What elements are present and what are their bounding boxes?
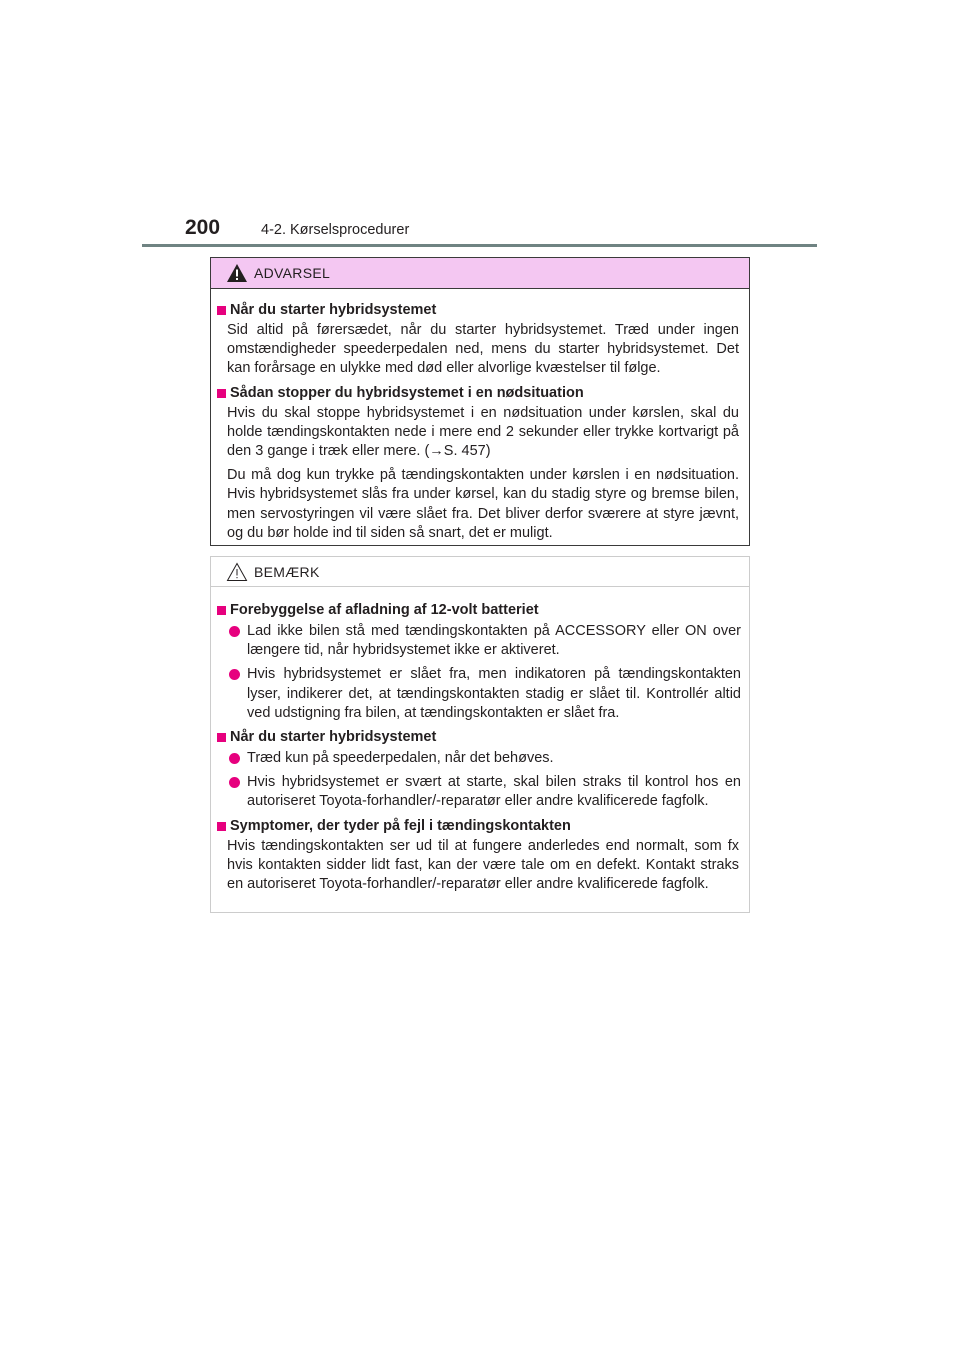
notice-bullet-text: Træd kun på speederpedalen, når det behøves. — [247, 750, 554, 767]
round-bullet-icon — [229, 753, 240, 764]
warning-paragraph: Sid altid på førersædet, når du starter hybridsystemet. Træd under ingen omstændigheder speederpedalen ned, mens du starter hybridsystemet. Det kan forårsage en ulykke med død eller alvorlige kvæstelser til følge. — [227, 322, 739, 377]
warning-item-title-text: Når du starter hybridsystemet — [230, 302, 437, 318]
notice-bullet — [229, 665, 741, 723]
notice-item — [217, 728, 741, 812]
square-bullet-icon — [217, 822, 226, 831]
notice-paragraph: Hvis tændingskontakten ser ud til at fungere anderledes end normalt, som fx hvis kontakten sidder lidt fast, kan der være tale om en defekt. Kontakt straks en autoriseret Toyota-forhandler/-reparatør eller andre kvalificerede fagfolk. — [227, 837, 739, 893]
square-bullet-icon — [217, 733, 226, 742]
notice-box — [210, 556, 750, 913]
notice-item-title-text: Når du starter hybridsystemet — [230, 729, 437, 746]
square-bullet-icon — [217, 389, 226, 398]
round-bullet-icon — [229, 626, 240, 637]
notice-item-title — [217, 728, 741, 747]
warning-filled-icon — [226, 263, 248, 283]
warning-paragraph: Hvis du skal stoppe hybridsystemet i en nødsituation under kørslen, skal du holde tændingskontakten nede i mere end 2 sekunder eller trykke kortvarigt på den 3 gange i træk eller mere. (→S. 457) — [227, 404, 739, 460]
notice-body — [211, 587, 749, 894]
warning-item-title — [217, 301, 741, 320]
notice-item-title — [217, 601, 741, 620]
round-bullet-icon — [229, 777, 240, 788]
notice-bullet-text: Lad ikke bilen stå med tændingskontakten på ACCESSORY eller ON over længere tid, når hybridsystemet ikke er aktiveret. — [247, 623, 741, 659]
notice-item-title-text: Symptomer, der tyder på fejl i tændingskontakten — [230, 817, 571, 834]
warning-item — [217, 301, 741, 379]
notice-item — [217, 601, 741, 723]
caution-outline-icon — [226, 562, 248, 582]
warning-item — [217, 384, 741, 543]
warning-paragraph: Du må dog kun trykke på tændingskontakten under kørslen i en nødsituation. Hvis hybridsystemet slås fra under kørsel, kan du stadig styre og bremse bilen, men servostyringen vil være slået fra. Det bliver derfor sværere at styre jævnt, og du bør holde ind til siden så snart, det er muligt. — [227, 467, 739, 541]
notice-bullet — [229, 773, 741, 811]
notice-item-title-text: Forebyggelse af afladning af 12-volt batteriet — [230, 602, 539, 618]
notice-bullet-text: Hvis hybridsystemet er svært at starte, skal bilen straks til kontrol hos en autoriseret Toyota-forhandler/-reparatør eller andre kvalificerede fagfolk. — [247, 774, 741, 810]
header-rule — [142, 244, 817, 247]
warning-box — [210, 257, 750, 546]
section-title: 4-2. Kørselsprocedurer — [261, 222, 410, 238]
page-number: 200 — [185, 216, 221, 239]
notice-box-header — [211, 557, 749, 587]
square-bullet-icon — [217, 306, 226, 315]
notice-item — [217, 817, 741, 895]
warning-box-header — [211, 258, 749, 289]
notice-label: BEMÆRK — [254, 564, 320, 580]
warning-label: ADVARSEL — [254, 265, 331, 281]
notice-bullet — [229, 622, 741, 660]
warning-item-title-text: Sådan stopper du hybridsystemet i en nødsituation — [230, 384, 584, 401]
warning-item-title — [217, 384, 741, 403]
square-bullet-icon — [217, 606, 226, 615]
warning-body — [211, 289, 749, 543]
round-bullet-icon — [229, 669, 240, 680]
notice-item-title — [217, 817, 741, 836]
notice-bullet — [229, 749, 741, 768]
notice-bullet-text: Hvis hybridsystemet er slået fra, men indikatoren på tændingskontakten lyser, indikerer det, at tændingskontakten stadig er slået til. Kontrollér altid ved udstigning fra bilen, at tændingskontakten er slået fra. — [247, 666, 741, 721]
